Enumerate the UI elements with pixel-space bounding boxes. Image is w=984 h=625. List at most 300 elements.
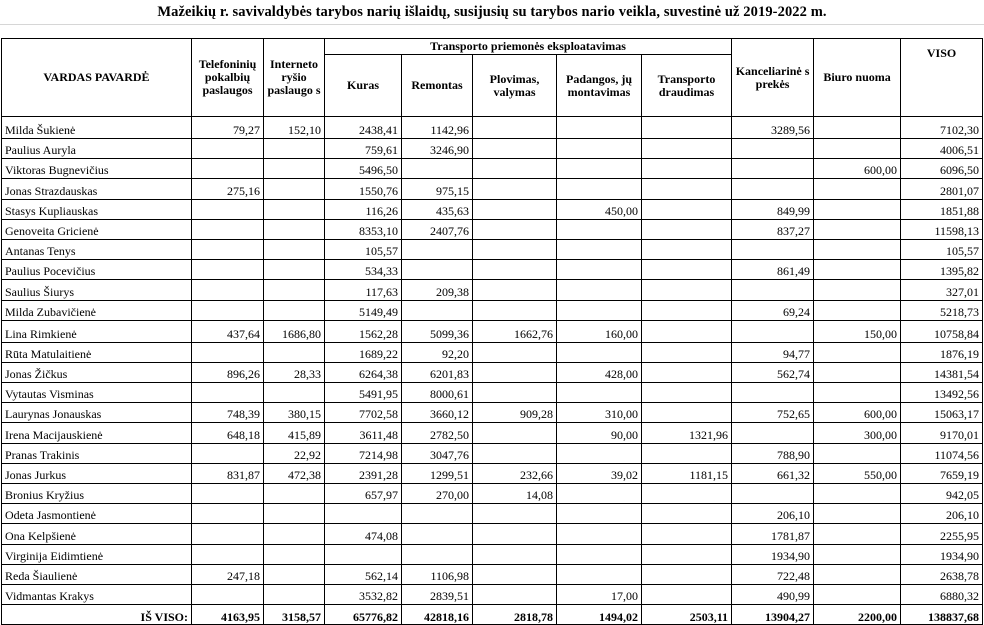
cell-total: 6096,50	[901, 159, 983, 179]
cell-washing	[473, 544, 557, 564]
cell-tires	[557, 383, 642, 403]
table-row	[2, 584, 983, 604]
cell-name: Vidmantas Krakys	[2, 584, 192, 604]
cell-phone	[192, 219, 264, 239]
cell-total: 1395,82	[901, 260, 983, 280]
cell-tires	[557, 524, 642, 544]
cell-washing	[473, 564, 557, 584]
cell-washing: 14,08	[473, 484, 557, 504]
cell-repair	[402, 159, 473, 179]
table-row	[2, 219, 983, 239]
cell-phone: 748,39	[192, 403, 264, 423]
cell-fuel: 2391,28	[325, 463, 402, 483]
cell-office: 206,10	[732, 504, 814, 524]
cell-tires	[557, 159, 642, 179]
cell-rent	[814, 300, 901, 320]
cell-office: 3289,56	[732, 117, 814, 139]
cell-fuel	[325, 504, 402, 524]
cell-insurance	[642, 524, 732, 544]
cell-internet	[264, 260, 325, 280]
cell-repair	[402, 239, 473, 259]
cell-rent	[814, 564, 901, 584]
cell-internet	[264, 504, 325, 524]
table-row	[2, 342, 983, 362]
cell-office	[732, 423, 814, 443]
total-internet: 3158,57	[264, 605, 325, 625]
cell-phone: 896,26	[192, 362, 264, 382]
cell-total: 1934,90	[901, 544, 983, 564]
cell-total: 11598,13	[901, 219, 983, 239]
total-grand: 138837,68	[901, 605, 983, 625]
cell-rent	[814, 219, 901, 239]
cell-tires: 39,02	[557, 463, 642, 483]
table-row	[2, 524, 983, 544]
cell-insurance	[642, 564, 732, 584]
cell-repair: 1299,51	[402, 463, 473, 483]
cell-total: 4006,51	[901, 139, 983, 159]
cell-phone	[192, 300, 264, 320]
cell-phone: 437,64	[192, 320, 264, 342]
header-office: Kanceliarinė s prekės	[732, 39, 814, 117]
cell-fuel: 1550,76	[325, 179, 402, 199]
cell-total: 10758,84	[901, 320, 983, 342]
cell-total: 327,01	[901, 280, 983, 300]
cell-name: Vytautas Visminas	[2, 383, 192, 403]
cell-name: Virginija Eidimtienė	[2, 544, 192, 564]
cell-office: 837,27	[732, 219, 814, 239]
cell-tires	[557, 544, 642, 564]
cell-fuel: 3532,82	[325, 584, 402, 604]
cell-insurance	[642, 300, 732, 320]
cell-name: Ona Kelpšienė	[2, 524, 192, 544]
total-tires: 1494,02	[557, 605, 642, 625]
cell-total: 2255,95	[901, 524, 983, 544]
cell-repair	[402, 544, 473, 564]
cell-internet: 415,89	[264, 423, 325, 443]
cell-total: 7659,19	[901, 463, 983, 483]
document-title: Mažeikių r. savivaldybės tarybos narių išlaidų, susijusių su tarybos nario veikla, suvestinė už 2019-2022 m.	[157, 4, 827, 20]
cell-internet: 380,15	[264, 403, 325, 423]
cell-washing	[473, 179, 557, 199]
cell-repair	[402, 524, 473, 544]
cell-internet	[264, 564, 325, 584]
cell-fuel: 3611,48	[325, 423, 402, 443]
cell-total: 1876,19	[901, 342, 983, 362]
cell-office: 562,74	[732, 362, 814, 382]
table-row	[2, 179, 983, 199]
cell-fuel: 8353,10	[325, 219, 402, 239]
cell-office: 752,65	[732, 403, 814, 423]
cell-tires	[557, 300, 642, 320]
cell-repair	[402, 300, 473, 320]
cell-tires	[557, 564, 642, 584]
cell-total: 105,57	[901, 239, 983, 259]
cell-rent	[814, 383, 901, 403]
cell-phone	[192, 239, 264, 259]
cell-name: Milda Šukienė	[2, 117, 192, 139]
table-row	[2, 300, 983, 320]
cell-total: 14381,54	[901, 362, 983, 382]
table-row	[2, 320, 983, 342]
cell-rent	[814, 239, 901, 259]
cell-phone	[192, 443, 264, 463]
cell-name: Viktoras Bugnevičius	[2, 159, 192, 179]
cell-fuel	[325, 544, 402, 564]
cell-phone: 275,16	[192, 179, 264, 199]
cell-name: Rūta Matulaitienė	[2, 342, 192, 362]
table-row	[2, 544, 983, 564]
total-washing: 2818,78	[473, 605, 557, 625]
cell-internet	[264, 544, 325, 564]
cell-tires	[557, 484, 642, 504]
header-total: VISO	[901, 39, 983, 117]
cell-total: 15063,17	[901, 403, 983, 423]
cell-insurance	[642, 139, 732, 159]
cell-phone: 831,87	[192, 463, 264, 483]
cell-tires	[557, 117, 642, 139]
cell-insurance	[642, 544, 732, 564]
cell-washing	[473, 280, 557, 300]
cell-name: Paulius Pocevičius	[2, 260, 192, 280]
cell-washing: 1662,76	[473, 320, 557, 342]
header-phone: Telefoninių pokalbių paslaugos	[192, 39, 264, 117]
cell-insurance	[642, 484, 732, 504]
cell-rent	[814, 342, 901, 362]
cell-washing	[473, 362, 557, 382]
cell-washing	[473, 159, 557, 179]
cell-office: 94,77	[732, 342, 814, 362]
cell-repair: 6201,83	[402, 362, 473, 382]
header-transport-group: Transporto priemonės eksploatavimas	[325, 39, 732, 55]
cell-fuel: 7214,98	[325, 443, 402, 463]
cell-repair: 8000,61	[402, 383, 473, 403]
cell-internet	[264, 179, 325, 199]
cell-office	[732, 179, 814, 199]
table-row	[2, 443, 983, 463]
header-name: VARDAS PAVARDĖ	[2, 39, 192, 117]
cell-washing	[473, 199, 557, 219]
cell-internet	[264, 139, 325, 159]
cell-phone	[192, 280, 264, 300]
total-office: 13904,27	[732, 605, 814, 625]
cell-insurance	[642, 504, 732, 524]
cell-fuel: 5149,49	[325, 300, 402, 320]
table-row	[2, 159, 983, 179]
cell-insurance	[642, 362, 732, 382]
cell-name: Milda Zubavičienė	[2, 300, 192, 320]
cell-insurance	[642, 179, 732, 199]
cell-insurance	[642, 280, 732, 300]
cell-tires	[557, 342, 642, 362]
table-row	[2, 403, 983, 423]
table-row	[2, 239, 983, 259]
expenses-table	[1, 38, 983, 625]
cell-office: 1781,87	[732, 524, 814, 544]
cell-repair: 435,63	[402, 199, 473, 219]
cell-office	[732, 383, 814, 403]
cell-total: 2801,07	[901, 179, 983, 199]
cell-total: 9170,01	[901, 423, 983, 443]
cell-internet: 22,92	[264, 443, 325, 463]
cell-repair: 3047,76	[402, 443, 473, 463]
cell-washing	[473, 239, 557, 259]
table-row	[2, 117, 983, 139]
table-row	[2, 362, 983, 382]
cell-total: 206,10	[901, 504, 983, 524]
cell-washing	[473, 504, 557, 524]
cell-fuel: 759,61	[325, 139, 402, 159]
cell-internet	[264, 342, 325, 362]
cell-rent: 550,00	[814, 463, 901, 483]
cell-washing	[473, 139, 557, 159]
cell-repair: 209,38	[402, 280, 473, 300]
cell-rent	[814, 443, 901, 463]
cell-tires	[557, 239, 642, 259]
cell-insurance	[642, 117, 732, 139]
cell-internet: 28,33	[264, 362, 325, 382]
cell-total: 11074,56	[901, 443, 983, 463]
cell-washing	[473, 260, 557, 280]
cell-office: 861,49	[732, 260, 814, 280]
cell-phone	[192, 584, 264, 604]
table-row	[2, 504, 983, 524]
cell-rent	[814, 179, 901, 199]
cell-internet	[264, 300, 325, 320]
totals-label: IŠ VISO:	[2, 605, 192, 625]
cell-internet	[264, 199, 325, 219]
cell-fuel: 7702,58	[325, 403, 402, 423]
cell-name: Jonas Strazdauskas	[2, 179, 192, 199]
cell-office: 788,90	[732, 443, 814, 463]
cell-phone	[192, 159, 264, 179]
table-row	[2, 260, 983, 280]
cell-office	[732, 280, 814, 300]
cell-fuel: 1689,22	[325, 342, 402, 362]
cell-office: 722,48	[732, 564, 814, 584]
cell-rent: 300,00	[814, 423, 901, 443]
cell-fuel: 534,33	[325, 260, 402, 280]
header-insurance: Transporto draudimas	[642, 55, 732, 117]
cell-tires: 450,00	[557, 199, 642, 219]
table-row	[2, 280, 983, 300]
cell-rent	[814, 362, 901, 382]
cell-total: 6880,32	[901, 584, 983, 604]
cell-rent: 150,00	[814, 320, 901, 342]
cell-repair: 5099,36	[402, 320, 473, 342]
cell-fuel: 5496,50	[325, 159, 402, 179]
cell-repair: 1142,96	[402, 117, 473, 139]
cell-washing	[473, 117, 557, 139]
cell-internet	[264, 159, 325, 179]
cell-tires	[557, 504, 642, 524]
cell-washing	[473, 383, 557, 403]
cell-name: Odeta Jasmontienė	[2, 504, 192, 524]
cell-insurance	[642, 584, 732, 604]
cell-tires: 310,00	[557, 403, 642, 423]
cell-rent: 600,00	[814, 159, 901, 179]
cell-rent	[814, 280, 901, 300]
cell-insurance	[642, 159, 732, 179]
cell-phone	[192, 504, 264, 524]
table-row	[2, 564, 983, 584]
cell-name: Stasys Kupliauskas	[2, 199, 192, 219]
cell-repair	[402, 260, 473, 280]
cell-internet: 472,38	[264, 463, 325, 483]
cell-internet	[264, 524, 325, 544]
cell-phone	[192, 139, 264, 159]
cell-office: 490,99	[732, 584, 814, 604]
cell-fuel: 562,14	[325, 564, 402, 584]
cell-tires	[557, 139, 642, 159]
cell-phone: 79,27	[192, 117, 264, 139]
total-insurance: 2503,11	[642, 605, 732, 625]
cell-internet	[264, 383, 325, 403]
header-repair: Remontas	[402, 55, 473, 117]
cell-fuel: 5491,95	[325, 383, 402, 403]
cell-internet	[264, 239, 325, 259]
cell-phone	[192, 199, 264, 219]
total-fuel: 65776,82	[325, 605, 402, 625]
cell-rent	[814, 260, 901, 280]
total-rent: 2200,00	[814, 605, 901, 625]
cell-name: Antanas Tenys	[2, 239, 192, 259]
cell-fuel: 2438,41	[325, 117, 402, 139]
spreadsheet-gridline	[0, 24, 984, 39]
total-phone: 4163,95	[192, 605, 264, 625]
cell-tires: 428,00	[557, 362, 642, 382]
cell-internet: 152,10	[264, 117, 325, 139]
cell-washing	[473, 443, 557, 463]
table-row	[2, 423, 983, 443]
cell-repair: 1106,98	[402, 564, 473, 584]
cell-rent	[814, 484, 901, 504]
cell-name: Saulius Šiurys	[2, 280, 192, 300]
cell-insurance	[642, 239, 732, 259]
cell-name: Jonas Žičkus	[2, 362, 192, 382]
cell-total: 7102,30	[901, 117, 983, 139]
table-row	[2, 383, 983, 403]
cell-tires: 17,00	[557, 584, 642, 604]
cell-phone	[192, 484, 264, 504]
cell-rent: 600,00	[814, 403, 901, 423]
table-body	[2, 117, 983, 605]
cell-name: Paulius Auryla	[2, 139, 192, 159]
cell-name: Pranas Trakinis	[2, 443, 192, 463]
cell-insurance	[642, 403, 732, 423]
cell-total: 2638,78	[901, 564, 983, 584]
cell-washing	[473, 423, 557, 443]
cell-repair: 2839,51	[402, 584, 473, 604]
cell-fuel: 117,63	[325, 280, 402, 300]
cell-total: 5218,73	[901, 300, 983, 320]
cell-insurance: 1321,96	[642, 423, 732, 443]
cell-phone: 247,18	[192, 564, 264, 584]
cell-insurance	[642, 443, 732, 463]
cell-insurance	[642, 383, 732, 403]
cell-fuel: 105,57	[325, 239, 402, 259]
total-repair: 42818,16	[402, 605, 473, 625]
cell-internet	[264, 584, 325, 604]
cell-tires: 160,00	[557, 320, 642, 342]
header-rent: Biuro nuoma	[814, 39, 901, 117]
cell-insurance	[642, 219, 732, 239]
cell-phone	[192, 260, 264, 280]
cell-internet	[264, 280, 325, 300]
cell-office: 1934,90	[732, 544, 814, 564]
cell-repair: 975,15	[402, 179, 473, 199]
cell-fuel: 6264,38	[325, 362, 402, 382]
cell-tires	[557, 280, 642, 300]
header-internet: Interneto ryšio paslaugo s	[264, 39, 325, 117]
cell-name: Bronius Kryžius	[2, 484, 192, 504]
table-row	[2, 199, 983, 219]
cell-insurance	[642, 342, 732, 362]
cell-washing: 232,66	[473, 463, 557, 483]
cell-phone	[192, 342, 264, 362]
cell-rent	[814, 504, 901, 524]
cell-repair: 92,20	[402, 342, 473, 362]
cell-tires	[557, 219, 642, 239]
cell-washing: 909,28	[473, 403, 557, 423]
header-fuel: Kuras	[325, 55, 402, 117]
cell-office	[732, 159, 814, 179]
cell-tires	[557, 260, 642, 280]
cell-repair: 2782,50	[402, 423, 473, 443]
cell-rent	[814, 117, 901, 139]
cell-repair: 3246,90	[402, 139, 473, 159]
cell-office: 849,99	[732, 199, 814, 219]
cell-insurance	[642, 320, 732, 342]
cell-office: 69,24	[732, 300, 814, 320]
cell-phone: 648,18	[192, 423, 264, 443]
cell-office	[732, 320, 814, 342]
cell-repair: 3660,12	[402, 403, 473, 423]
cell-name: Reda Šiaulienė	[2, 564, 192, 584]
cell-tires	[557, 443, 642, 463]
table-row	[2, 463, 983, 483]
cell-insurance	[642, 260, 732, 280]
cell-internet	[264, 219, 325, 239]
cell-office	[732, 239, 814, 259]
cell-rent	[814, 544, 901, 564]
header-washing: Plovimas, valymas	[473, 55, 557, 117]
cell-repair	[402, 504, 473, 524]
cell-name: Irena Macijauskienė	[2, 423, 192, 443]
table-row	[2, 139, 983, 159]
cell-fuel: 116,26	[325, 199, 402, 219]
cell-phone	[192, 544, 264, 564]
cell-insurance: 1181,15	[642, 463, 732, 483]
cell-name: Lina Rimkienė	[2, 320, 192, 342]
cell-total: 13492,56	[901, 383, 983, 403]
cell-repair: 270,00	[402, 484, 473, 504]
header-tires: Padangos, jų montavimas	[557, 55, 642, 117]
cell-rent	[814, 199, 901, 219]
cell-washing	[473, 219, 557, 239]
cell-name: Genoveita Gricienė	[2, 219, 192, 239]
cell-fuel: 1562,28	[325, 320, 402, 342]
cell-phone	[192, 524, 264, 544]
cell-name: Laurynas Jonauskas	[2, 403, 192, 423]
cell-washing	[473, 342, 557, 362]
cell-repair: 2407,76	[402, 219, 473, 239]
cell-rent	[814, 524, 901, 544]
cell-insurance	[642, 199, 732, 219]
cell-rent	[814, 584, 901, 604]
cell-fuel: 474,08	[325, 524, 402, 544]
cell-washing	[473, 584, 557, 604]
cell-tires	[557, 179, 642, 199]
